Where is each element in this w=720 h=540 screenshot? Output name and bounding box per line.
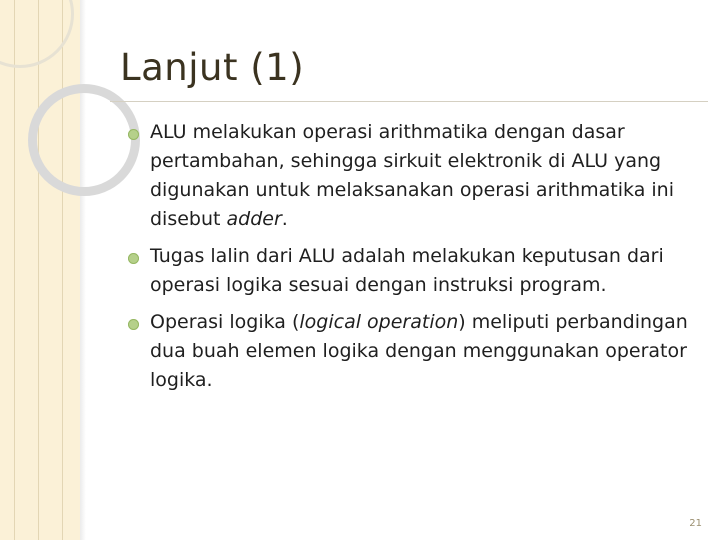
left-decorative-band bbox=[0, 0, 80, 540]
bullet-text: ALU melakukan operasi arithmatika dengan dasar pertambahan, sehingga sirkuit elektronik di ALU yang digunakan untuk melaksanakan operasi arithmatika ini disebut bbox=[150, 121, 674, 230]
italic-term: adder bbox=[226, 208, 282, 230]
title-divider bbox=[110, 101, 708, 102]
bullet-text: Operasi logika ( bbox=[150, 311, 300, 333]
bullet-item bbox=[128, 308, 698, 395]
bullet-text: Tugas lalin dari ALU adalah melakukan keputusan dari operasi logika sesuai dengan instruksi program. bbox=[150, 245, 664, 296]
bullet-text: . bbox=[281, 208, 288, 230]
bullet-dot-icon bbox=[128, 129, 139, 140]
bullet-list bbox=[128, 118, 698, 395]
page-number: 21 bbox=[689, 518, 702, 529]
italic-term: logical operation bbox=[299, 311, 459, 333]
bullet-text: ) meliputi perbandingan dua buah elemen logika dengan menggunakan operator logika. bbox=[150, 311, 688, 391]
band-stripe bbox=[14, 0, 15, 540]
bullet-item bbox=[128, 118, 698, 234]
band-stripe bbox=[38, 0, 39, 540]
bullet-dot-icon bbox=[128, 253, 139, 264]
bullet-item bbox=[128, 242, 698, 300]
bullet-dot-icon bbox=[128, 319, 139, 330]
slide-title: Lanjut (1) bbox=[120, 46, 305, 89]
slide-shadow bbox=[80, 0, 86, 540]
band-stripe bbox=[62, 0, 63, 540]
